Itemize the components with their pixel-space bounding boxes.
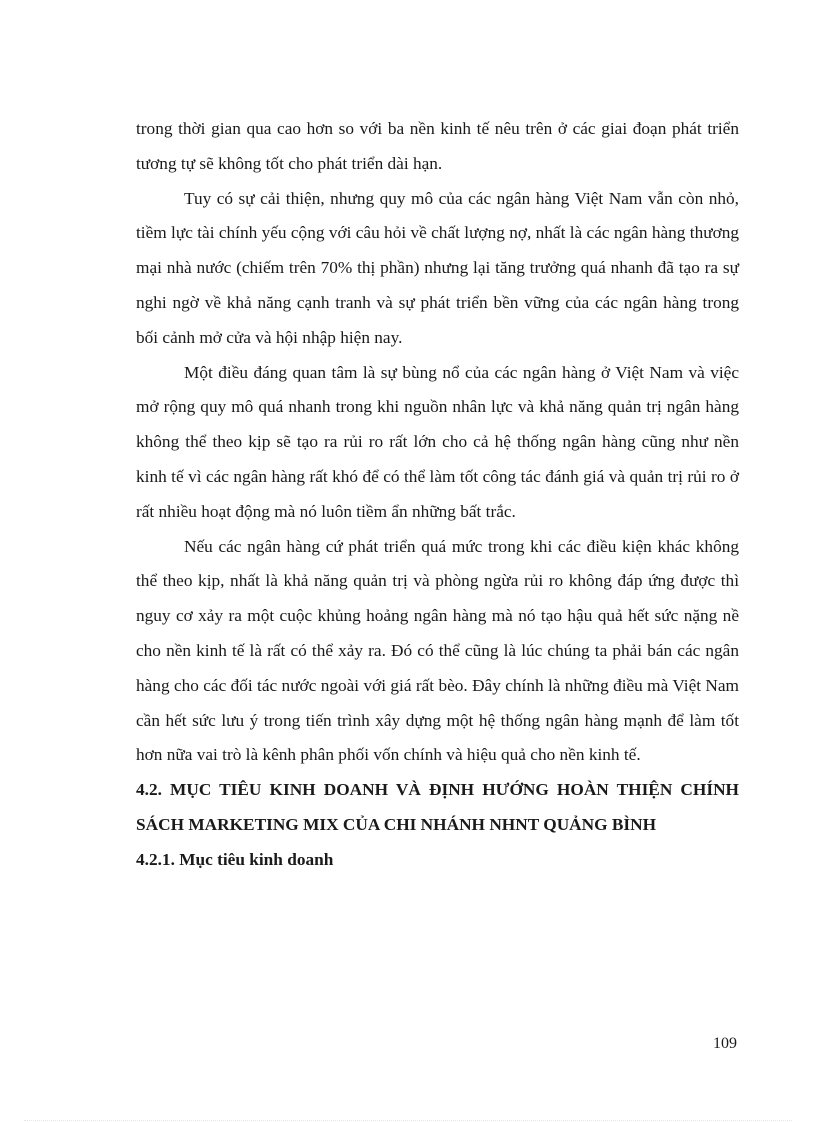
paragraph-continuation: trong thời gian qua cao hơn so với ba nền kinh tế nêu trên ở các giai đoạn phát triển tương tự sẽ không tốt cho phát triển dài hạn. [136,119,739,173]
page-body [136,112,739,878]
section-heading: 4.2. MỤC TIÊU KINH DOANH VÀ ĐỊNH HƯỚNG HOÀN THIỆN CHÍNH SÁCH MARKETING MIX CỦA CHI NHÁNH NHNT QUẢNG BÌNH [136,780,739,834]
paragraph-bank-boom: Một điều đáng quan tâm là sự bùng nổ của các ngân hàng ở Việt Nam và việc mở rộng quy mô quá nhanh trong khi nguồn nhân lực và khả năng quản trị ngân hàng không thể theo kịp sẽ tạo ra rủi ro rất lớn cho cả hệ thống ngân hàng cũng như nền kinh tế vì các ngân hàng rất khó để có thể làm tốt công tác đánh giá và quản trị rủi ro ở rất nhiều hoạt động mà nó luôn tiềm ẩn những bất trắc. [136,362,739,521]
paragraph-bank-scale: Tuy có sự cải thiện, nhưng quy mô của các ngân hàng Việt Nam vẫn còn nhỏ, tiềm lực tài chính yếu cộng với câu hỏi về chất lượng nợ, nhất là các ngân hàng thương mại nhà nước (chiếm trên 70% thị phần) nhưng lại tăng trưởng quá nhanh đã tạo ra sự nghi ngờ về khả năng cạnh tranh và sự phát triển bền vững của các ngân hàng trong bối cảnh mở cửa và hội nhập hiện nay. [136,188,739,347]
subsection-heading: 4.2.1. Mục tiêu kinh doanh [136,849,334,869]
page-bottom-border [24,1120,792,1121]
page-number: 109 [713,1035,737,1052]
paragraph-crisis-risk: Nếu các ngân hàng cứ phát triển quá mức trong khi các điều kiện khác không thể theo kịp, nhất là khả năng quản trị và phòng ngừa rủi ro không đáp ứng được thì nguy cơ xảy ra một cuộc khủng hoảng ngân hàng mà nó tạo hậu quả hết sức nặng nề cho nền kinh tế là rất có thể xảy ra. Đó có thể cũng là lúc chúng ta phải bán các ngân hàng cho các đối tác nước ngoài với giá rất bèo. Đây chính là những điều mà Việt Nam cần hết sức lưu ý trong tiến trình xây dựng một hệ thống ngân hàng mạnh để làm tốt hơn nữa vai trò là kênh phân phối vốn chính và hiệu quả cho nền kinh tế. [136,536,739,765]
